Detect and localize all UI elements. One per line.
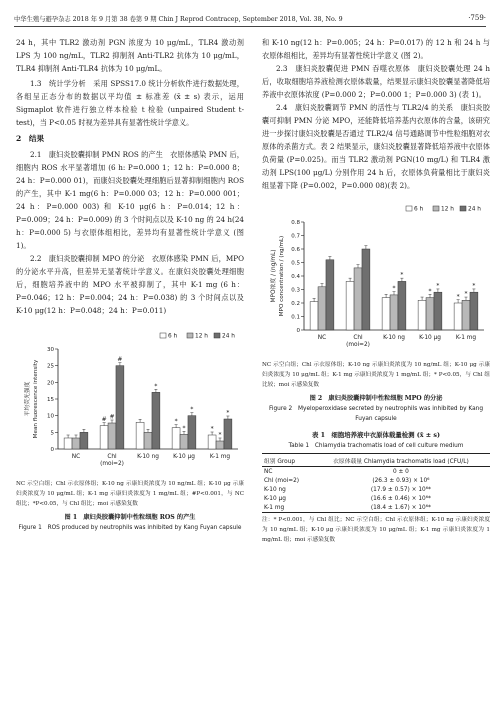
bar [390, 295, 398, 330]
bar [434, 292, 442, 330]
bar [224, 419, 232, 449]
significance-mark: * [218, 431, 222, 439]
table-row [262, 467, 490, 477]
significance-mark: # [109, 413, 115, 421]
running-header [14, 10, 486, 27]
legend-swatch [406, 206, 412, 211]
page-number: ·759· [468, 14, 486, 22]
bar [180, 434, 188, 449]
figure-2-caption-en: Figure 2 Myeloperoxidase secreted by neutrophils was inhibited by Kang Fuyan capsule [268, 406, 484, 422]
table-cell-group: Chl (moi=2) [264, 477, 300, 484]
figure-1-caption-cn: 图 1 康妇炎胶囊抑制中性粒细胞 ROS 的产生 [64, 514, 196, 521]
bar [310, 302, 318, 330]
bar [418, 300, 426, 330]
x-tick-label: K-1 mg [209, 454, 231, 460]
significance-mark: * [472, 282, 476, 290]
legend-label: 24 h [222, 333, 235, 340]
section-1-3-statistics: 1.3 统计学分析 采用 SPSS17.0 统计分析软件进行数据处理，各组呈正态分布的数据以平均值 ± 标准差 (x̄ ± s) 表示，运用 Sigmaplot 软件进行独立样本检验 t 检验 (unpaired Student t-test)，当 P<0.05 时视为差异具有显著性统计学意义。 [16, 79, 244, 127]
y-tick-label: 0.1 [291, 314, 300, 321]
x-tick-label: Chl [107, 454, 117, 460]
section-heading-results: 2 结果 [16, 134, 45, 143]
bar [326, 260, 334, 330]
journal-citation: 中华生殖与避孕杂志 2018 年 9 月第 38 卷第 9 期 Chin J Reprod Contracep, September 2018, Vol. 38, No. 9 [14, 15, 343, 23]
significance-mark: * [190, 406, 194, 414]
y-tick-label: 0 [50, 447, 54, 453]
y-tick-label: 5 [50, 430, 54, 437]
y-tick-label: 0.4 [291, 274, 300, 280]
bar [188, 416, 196, 449]
legend-swatch [214, 333, 220, 338]
x-tick-label: (moi=2) [346, 342, 370, 348]
x-tick-label: K-1 mg [455, 335, 477, 341]
y-axis-label-cn: MPO浓度 / (ng/mL) [271, 249, 277, 303]
bar [454, 303, 462, 330]
legend-label: 12 h [195, 333, 208, 340]
bar [100, 426, 108, 449]
bar [318, 287, 326, 330]
table-cell-load: (18.4 ± 1.67) × 10⁶* [370, 504, 431, 511]
bar [382, 298, 390, 330]
figure-1-notes: NC 示空白组；Chl 示衣原体组；K-10 ng 示康妇炎浓度为 10 ng/mL 组；K-10 μg 示康妇炎浓度为 10 μg/mL 组；K-1 mg 示康妇炎浓度为 1 mg/mL 组；#P<0.001，与 NC 组比；*P<0.05，与 Chl 组比；moi 示感染复数 [16, 481, 244, 507]
table-header-load: 衣原体载量 Chlamydia trachomatis load (CFU/L) [333, 458, 469, 465]
y-tick-label: 0.3 [291, 287, 300, 294]
table-1-caption-cn: 表 1 细胞培养液中衣原体载量检测 (x̄ ± s) [311, 431, 440, 439]
table-row [262, 476, 490, 485]
x-tick-label: NC [317, 335, 327, 341]
x-tick-label: K-10 ng [137, 454, 159, 460]
bar [64, 438, 72, 449]
significance-mark: * [210, 425, 214, 433]
table-cell-load: (16.6 ± 0.46) × 10⁶* [370, 495, 431, 502]
x-tick-label: K-10 ng [383, 335, 405, 341]
x-tick-label: Chl [353, 335, 363, 341]
bar [462, 300, 470, 330]
y-tick-label: 0.7 [291, 233, 300, 240]
section-2-3-phagocytosis: 2.3 康妇炎胶囊促进 PMN 吞噬衣原体 康妇炎胶囊处理 24 h 后，收取细胞培养液检测衣原体载量，结果显示康妇炎胶囊显著降低培养液中衣原体浓度 (P=0.000 2；P=0.000 1；P=0.000 3) (表 1)。 [262, 64, 490, 99]
bar [144, 432, 152, 449]
significance-mark: * [428, 287, 432, 295]
table-1 [262, 430, 490, 545]
figure-1-chart [16, 325, 244, 475]
figure-1 [16, 325, 244, 533]
left-column [16, 36, 244, 533]
y-tick-label: 10 [47, 413, 54, 420]
paragraph-methods-continued: 24 h，其中 TLR2 激动剂 PGN 浓度为 10 μg/mL，TLR4 激动剂 LPS 为 100 ng/mL，TLR2 抑制剂 Anti-TLR2 抗体为 10 μg/mL，TLR4 抑制剂 Anti-TLR4 抗体为 10 μg/mL。 [16, 38, 244, 73]
legend-label: 24 h [468, 206, 481, 213]
y-axis-label-en: Mean fluorescence intensity [33, 359, 39, 439]
bar [208, 435, 216, 449]
bar [172, 428, 180, 449]
significance-mark: # [101, 416, 107, 424]
bar [152, 392, 160, 449]
x-tick-label: K-10 μg [173, 454, 195, 460]
section-2-4-tlr: 2.4 康妇炎胶囊调节 PMN 的活性与 TLR2/4 的关系 康妇炎胶囊可抑制 PMN 分泌 MPO，还能降低培养基内衣原体的含量，该研究进一步探讨康妇炎胶囊是否通过 TLR2/4 信号通路调节中性粒细胞对衣原体的杀菌方式。表 2 结果显示，康妇炎胶囊显著降低培养液中衣原体负荷量 (P=0.025)。而当 TLR2 激动剂 PGN(10 mg/L) 和 TLR4 激动剂 LPS(100 μg/L) 分别作用 24 h 后，衣原体负荷量相比于康妇炎组显著下降 (P=0.002，P=0.000 08)(表 2)。 [262, 103, 490, 190]
significance-mark: * [464, 290, 468, 298]
legend-label: 6 h [414, 206, 424, 213]
table-1-grid [262, 453, 490, 513]
significance-mark: * [456, 293, 460, 301]
significance-mark: * [182, 424, 186, 432]
legend-swatch [433, 206, 439, 211]
y-tick-label: 15 [47, 397, 54, 403]
table-header-row [262, 454, 490, 467]
table-cell-group: K-10 ng [264, 486, 286, 493]
bar [80, 432, 88, 449]
legend-swatch [460, 206, 466, 211]
bar [346, 281, 354, 330]
y-tick-label: 0 [296, 328, 300, 334]
bar [362, 249, 370, 330]
significance-mark: # [117, 356, 123, 364]
significance-mark: * [226, 409, 230, 417]
bar [426, 298, 434, 330]
y-axis-label-en: MPO concentration / (ng/mL) [279, 235, 285, 317]
x-tick-label: K-10 μg [419, 335, 441, 341]
significance-mark: * [174, 418, 178, 426]
significance-mark: * [436, 282, 440, 290]
bar [216, 441, 224, 449]
y-tick-label: 20 [47, 380, 54, 387]
section-2-2-mpo: 2.2 康妇炎胶囊抑制 MPO 的分泌 衣原体感染 PMN 后，MPO 的分泌水平升高，但差异无显著统计学意义。在康妇炎胶囊处理细胞后，细胞培养液中的 MPO 水平被抑制了，其中 K-1 mg (6 h：P=0.046；12 h：P=0.004；24 h：P=0.038) 的 3 个时间点以及 K-10 μg(12 h：P=0.048；24 h：P=0.011) [16, 254, 244, 315]
significance-mark: * [400, 271, 404, 279]
table-cell-load: (26.3 ± 0.93) × 10⁶ [372, 477, 430, 484]
bar [116, 366, 124, 449]
table-cell-group: K-1 mg [264, 504, 285, 511]
bar [136, 422, 144, 449]
table-row [262, 494, 490, 503]
x-tick-label: (moi=2) [100, 461, 124, 467]
legend-label: 6 h [168, 333, 178, 340]
y-axis-label-cn: 平均荧光强度 [25, 381, 31, 417]
figure-2-notes: NC 示空白组；Chl 示衣原体组；K-10 ng 示康妇炎浓度为 10 ng/mL 组；K-10 μg 示康妇炎浓度为 10 μg/mL 组；K-1 mg 示康妇炎浓度为 1 mg/mL 组；* P<0.05，与 Chl 组比较；moi 示感染复数 [262, 362, 490, 388]
y-tick-label: 0.2 [291, 301, 300, 307]
legend-swatch [187, 333, 193, 338]
legend-swatch [160, 333, 166, 338]
y-tick-label: 0.6 [291, 247, 300, 253]
y-tick-label: 25 [47, 363, 54, 370]
bar [354, 268, 362, 330]
right-column [262, 36, 490, 545]
table-1-note: 注：* P<0.001，与 Chl 组比；NC 示空白组；Chl 示衣原体组；K-10 ng 示康妇炎浓度为 10 ng/mL 组；K-10 μg 示康妇炎浓度为 10 μg/mL 组；K-1 mg 示康妇炎浓度为 1 mg/mL 组；moi 示感染复数 [262, 517, 490, 543]
significance-mark: * [154, 382, 158, 390]
legend-label: 12 h [441, 206, 454, 213]
table-cell-load: (17.9 ± 0.57) × 10⁶* [370, 486, 431, 493]
table-1-caption-en: Table 1 Chlamydia trachomatis load of cell culture medium [288, 443, 464, 449]
figure-2 [262, 198, 490, 424]
table-row [262, 503, 490, 513]
y-tick-label: 0.8 [291, 220, 300, 226]
table-cell-load: 0 ± 0 [392, 468, 409, 475]
figure-2-caption-cn: 图 2 康妇炎胶囊抑制中性粒细胞 MPO 的分泌 [309, 395, 443, 402]
table-header-group: 组别 Group [264, 458, 296, 465]
section-2-1-ros: 2.1 康妇炎胶囊抑制 PMN ROS 的产生 衣原体感染 PMN 后，细胞内 ROS 水平显著增加 (6 h: P=0.000 1；12 h：P=0.000 8；24 h：P=0.000 01)，而康妇炎胶囊处理细胞后显著抑制细胞内 ROS 的产生，其中 K-1 mg(6 h：P=0.000 03；12 h：P=0.000 001；24 h：P=0.000 003) 和 K-10 μg(6 h：P=0.014；12 h：P=0.009；24 h：P=0.009) 的 3 个时间点以及 K-10 ng 的 24 h(24 h：P=0.000 5) 与衣原体组相比，差异均有显著性统计学意义 (图 1)。 [16, 150, 244, 250]
bar [108, 423, 116, 449]
figure-1-caption-en: Figure 1 ROS produced by neutrophils was inhibited by Kang Fuyan capsule [18, 525, 242, 531]
bar [72, 438, 80, 449]
y-tick-label: 30 [47, 347, 54, 353]
bar [398, 281, 406, 330]
paragraph-2-2-continued: 和 K-10 ng(12 h：P=0.005；24 h：P=0.017) 的 12 h 和 24 h 与衣原体组相比，差异均有显著性统计学意义 (图 2)。 [262, 38, 490, 60]
y-tick-label: 0.5 [291, 260, 300, 267]
figure-2-chart [262, 198, 490, 356]
table-cell-group: NC [264, 468, 273, 475]
x-tick-label: NC [71, 454, 81, 460]
bar [470, 292, 478, 330]
table-cell-group: K-10 μg [264, 495, 286, 502]
significance-mark: * [392, 285, 396, 293]
table-row [262, 485, 490, 494]
